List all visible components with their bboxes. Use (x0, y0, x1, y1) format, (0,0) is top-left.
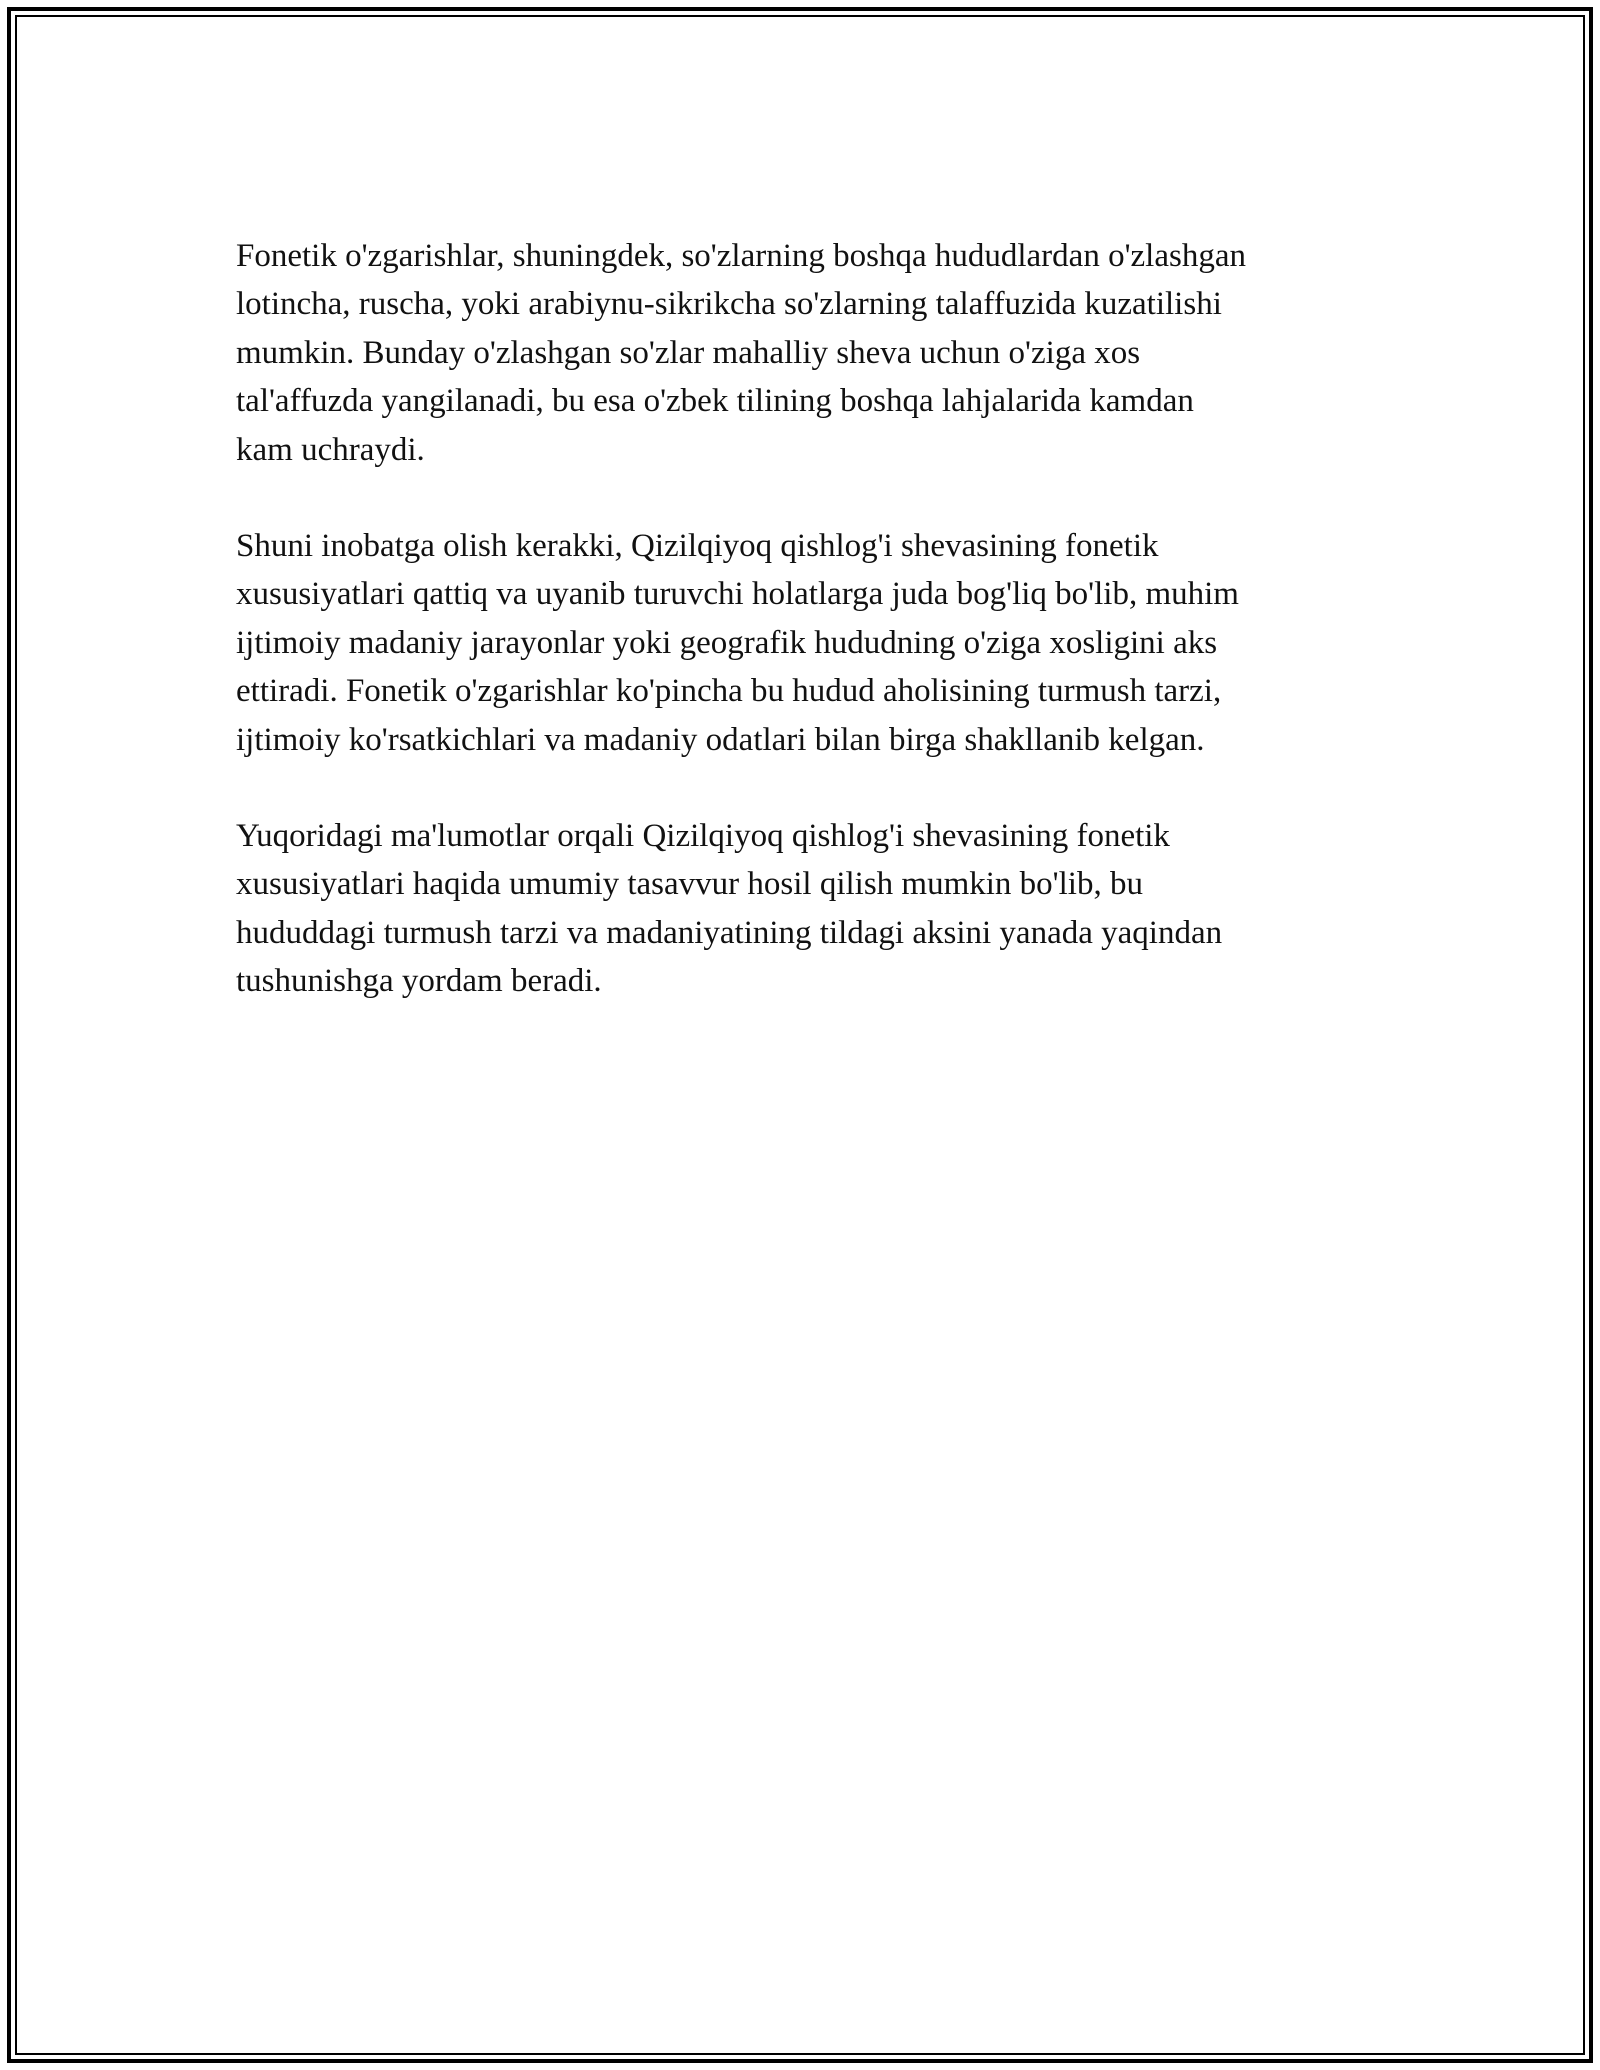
paragraph-3 (236, 812, 1376, 1006)
text-line: xususiyatlari qattiq va uyanib turuvchi holatlarga juda bog'liq bo'lib, muhim (236, 576, 1239, 613)
text-line: xususiyatlari haqida umumiy tasavvur hosil qilish mumkin bo'lib, bu (236, 866, 1143, 903)
text-line: ijtimoiy madaniy jarayonlar yoki geografik hududning o'ziga xosligini aks (236, 624, 1218, 661)
text-line: tal'affuzda yangilanadi, bu esa o'zbek tilining boshqa lahjalarida kamdan (236, 383, 1194, 420)
text-line: lotincha, ruscha, yoki arabiynu-sikrikcha so'zlarning talaffuzida kuzatilishi (236, 286, 1222, 323)
document-body (236, 232, 1376, 1054)
text-line: ijtimoiy ko'rsatkichlari va madaniy odatlari bilan birga shakllanib kelgan. (236, 721, 1205, 758)
text-line: ettiradi. Fonetik o'zgarishlar ko'pincha bu hudud aholisining turmush tarzi, (236, 673, 1222, 710)
text-line: Shuni inobatga olish kerakki, Qizilqiyoq qishlog'i shevasining fonetik (236, 528, 1159, 565)
text-line: kam uchraydi. (236, 431, 425, 468)
text-line: hududdagi turmush tarzi va madaniyatining tildagi aksini yanada yaqindan (236, 914, 1223, 951)
text-line: Fonetik o'zgarishlar, shuningdek, so'zlarning boshqa hududlardan o'zlashgan (236, 238, 1246, 274)
paragraph-2 (236, 522, 1376, 764)
text-line: mumkin. Bunday o'zlashgan so'zlar mahalliy sheva uchun o'ziga xos (236, 334, 1141, 371)
paragraph-1 (236, 232, 1376, 474)
text-line: Yuqoridagi ma'lumotlar orqali Qizilqiyoq qishlog'i shevasining fonetik (236, 818, 1170, 855)
text-line: tushunishga yordam beradi. (236, 963, 602, 1000)
